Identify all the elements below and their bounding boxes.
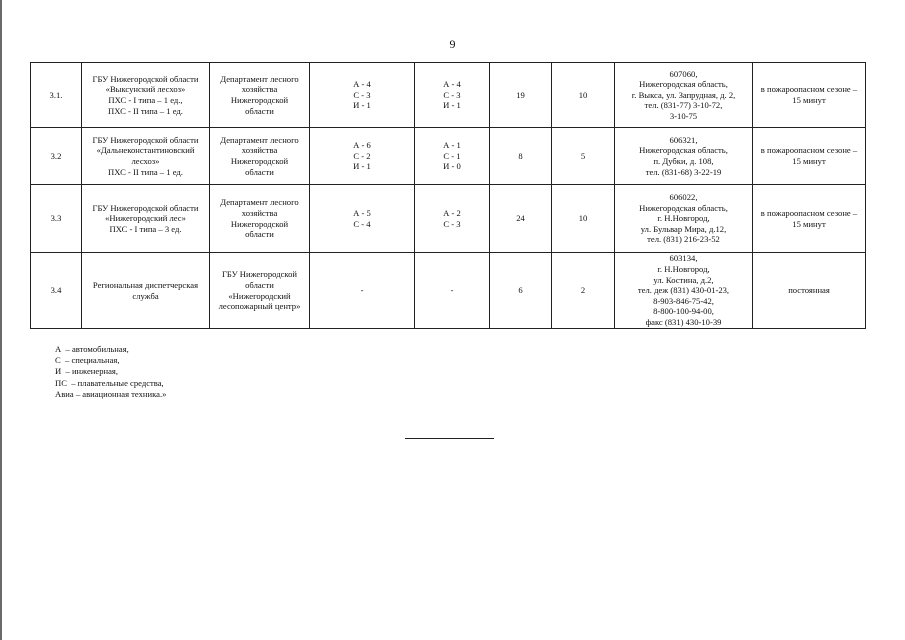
equipment-ready-cell: А - 4 С - 3 И - 1 xyxy=(415,63,490,128)
organization-cell: Региональная диспетчерская служба xyxy=(82,253,210,329)
address-cell: 607060, Нижегородская область, г. Выкса, ул. Запрудная, д. 2, тел. (831-77) 3-10-72, 3-10-75 xyxy=(615,63,753,128)
equipment-ready-cell: А - 1 С - 1 И - 0 xyxy=(415,128,490,185)
row-number: 3.4 xyxy=(31,253,82,329)
value-1-cell: 8 xyxy=(490,128,552,185)
equipment-total-cell: - xyxy=(310,253,415,329)
legend-item: А – автомобильная, xyxy=(55,344,129,354)
organization-cell: ГБУ Нижегородской области «Дальнеконстантиновский лесхоз» ПХС - II типа – 1 ед. xyxy=(82,128,210,185)
address-cell: 606022, Нижегородская область, г. Н.Новгород, ул. Бульвар Мира, д.12, тел. (831) 216-23-52 xyxy=(615,185,753,253)
equipment-total-cell: А - 5 С - 4 xyxy=(310,185,415,253)
schedule-cell: постоянная xyxy=(753,253,866,329)
scan-left-edge xyxy=(0,0,2,640)
legend-item: ПС – плавательные средства, xyxy=(55,377,164,388)
department-cell: Департамент лесного хозяйства Нижегородской области xyxy=(210,128,310,185)
legend-item: Авиа – авиационная техника.» xyxy=(55,388,167,399)
address-cell: 603134, г. Н.Новгород, ул. Костина, д.2, тел. деж (831) 430-01-23, 8-903-846-75-42, 8-800-100-94-00, факс (831) 430-10-39 xyxy=(615,253,753,329)
legend-item: С – специальная, xyxy=(55,355,120,366)
table-row xyxy=(31,128,866,185)
table-row xyxy=(31,185,866,253)
value-2-cell: 5 xyxy=(552,128,615,185)
schedule-cell: в пожароопасном сезоне – 15 минут xyxy=(753,63,866,128)
forces-table xyxy=(30,62,866,329)
table-row xyxy=(31,253,866,329)
legend-item: И – инженерная, xyxy=(55,366,119,377)
row-number: 3.2 xyxy=(31,128,82,185)
end-of-document-rule xyxy=(405,438,494,439)
organization-cell: ГБУ Нижегородской области «Нижегородский лес» ПХС - I типа – 3 ед. xyxy=(82,185,210,253)
equipment-ready-cell: А - 2 С - 3 xyxy=(415,185,490,253)
schedule-cell: в пожароопасном сезоне – 15 минут xyxy=(753,185,866,253)
department-cell: Департамент лесного хозяйства Нижегородской области xyxy=(210,63,310,128)
table-row xyxy=(31,63,866,128)
value-2-cell: 2 xyxy=(552,253,615,329)
equipment-total-cell: А - 4 С - 3 И - 1 xyxy=(310,63,415,128)
row-number: 3.3 xyxy=(31,185,82,253)
department-cell: ГБУ Нижегородской области «Нижегородский лесопожарный центр» xyxy=(210,253,310,329)
organization-cell: ГБУ Нижегородской области «Выксунский лесхоз» ПХС - I типа – 1 ед., ПХС - II типа – 1 ед. xyxy=(82,63,210,128)
value-1-cell: 6 xyxy=(490,253,552,329)
value-1-cell: 19 xyxy=(490,63,552,128)
value-1-cell: 24 xyxy=(490,185,552,253)
abbreviation-legend xyxy=(55,344,166,400)
value-2-cell: 10 xyxy=(552,63,615,128)
schedule-cell: в пожароопасном сезоне – 15 минут xyxy=(753,128,866,185)
address-cell: 606321, Нижегородская область, п. Дубки, д. 108, тел. (831-68) 3-22-19 xyxy=(615,128,753,185)
equipment-ready-cell: - xyxy=(415,253,490,329)
equipment-total-cell: А - 6 С - 2 И - 1 xyxy=(310,128,415,185)
page-number: 9 xyxy=(449,37,456,51)
department-cell: Департамент лесного хозяйства Нижегородской области xyxy=(210,185,310,253)
row-number: 3.1. xyxy=(31,63,82,128)
value-2-cell: 10 xyxy=(552,185,615,253)
